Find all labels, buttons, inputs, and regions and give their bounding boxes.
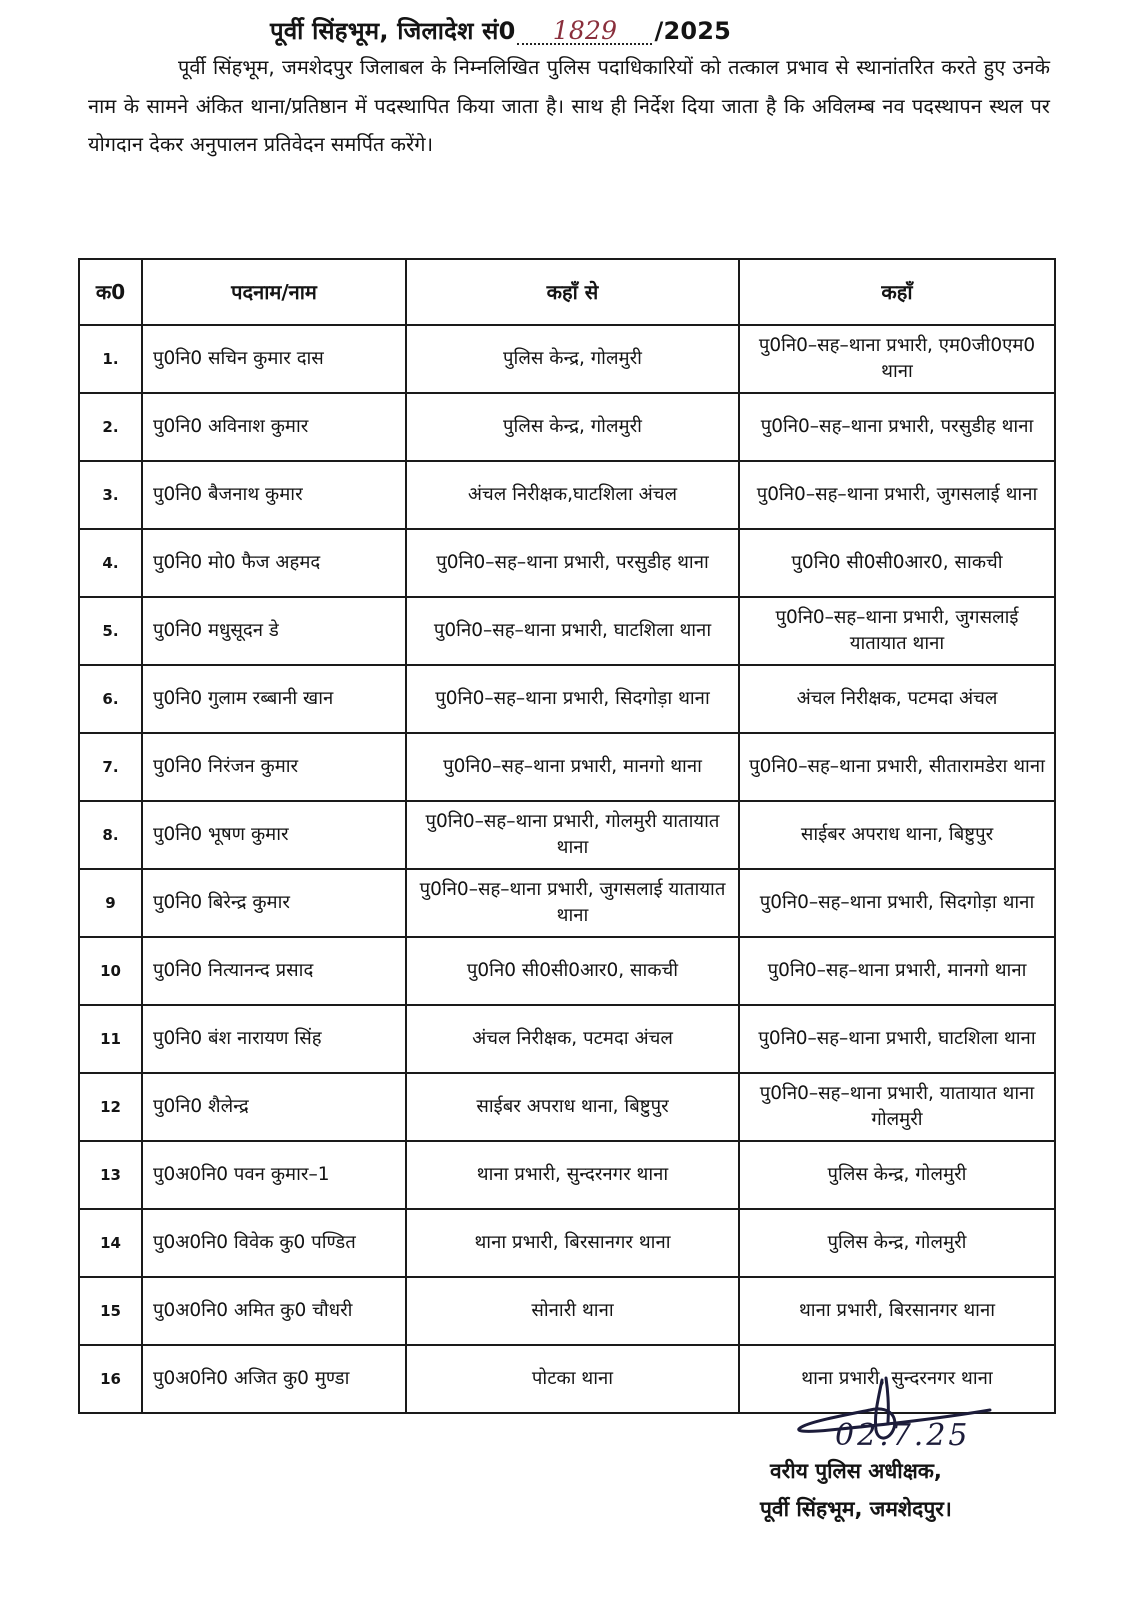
table-row	[79, 801, 1055, 869]
row-serial: 10	[79, 937, 142, 1005]
row-name: पु0नि0 बंश नारायण सिंह	[142, 1005, 406, 1073]
row-name: पु0अ0नि0 पवन कुमार–1	[142, 1141, 406, 1209]
row-name: पु0नि0 शैलेन्द्र	[142, 1073, 406, 1141]
row-name: पु0नि0 निरंजन कुमार	[142, 733, 406, 801]
row-serial: 2.	[79, 393, 142, 461]
table-row	[79, 937, 1055, 1005]
row-name: पु0नि0 गुलाम रब्बानी खान	[142, 665, 406, 733]
table-row	[79, 325, 1055, 393]
table-row	[79, 1209, 1055, 1277]
row-to: साईबर अपराध थाना, बिष्टुपुर	[739, 801, 1055, 869]
table-row	[79, 665, 1055, 733]
row-name: पु0नि0 मो0 फैज अहमद	[142, 529, 406, 597]
row-serial: 13	[79, 1141, 142, 1209]
table-row	[79, 1141, 1055, 1209]
row-serial: 3.	[79, 461, 142, 529]
table-row	[79, 597, 1055, 665]
table-row	[79, 869, 1055, 937]
row-from: पु0नि0–सह–थाना प्रभारी, परसुडीह थाना	[406, 529, 739, 597]
order-year: /2025	[654, 17, 732, 45]
row-to: पु0नि0–सह–थाना प्रभारी, एम0जी0एम0 थाना	[739, 325, 1055, 393]
row-to: पु0नि0–सह–थाना प्रभारी, जुगसलाई यातायात थाना	[739, 597, 1055, 665]
row-from: अंचल निरीक्षक,घाटशिला अंचल	[406, 461, 739, 529]
row-to: अंचल निरीक्षक, पटमदा अंचल	[739, 665, 1055, 733]
table-row	[79, 1277, 1055, 1345]
table-row	[79, 1005, 1055, 1073]
transfer-table	[78, 258, 1056, 1414]
header-name: पदनाम/नाम	[142, 259, 406, 325]
row-to: थाना प्रभारी, बिरसानगर थाना	[739, 1277, 1055, 1345]
row-from: पु0नि0–सह–थाना प्रभारी, मानगो थाना	[406, 733, 739, 801]
order-title-prefix: पूर्वी सिंहभूम, जिलादेश सं0	[270, 17, 516, 45]
row-from: पु0नि0–सह–थाना प्रभारी, घाटशिला थाना	[406, 597, 739, 665]
row-to: पु0नि0–सह–थाना प्रभारी, जुगसलाई थाना	[739, 461, 1055, 529]
row-name: पु0नि0 बैजनाथ कुमार	[142, 461, 406, 529]
row-from: सोनारी थाना	[406, 1277, 739, 1345]
row-name: पु0नि0 भूषण कुमार	[142, 801, 406, 869]
row-serial: 16	[79, 1345, 142, 1413]
header-serial: क0	[79, 259, 142, 325]
row-serial: 14	[79, 1209, 142, 1277]
row-serial: 9	[79, 869, 142, 937]
table-header-row	[79, 259, 1055, 325]
order-number: 1829	[517, 21, 652, 45]
row-serial: 5.	[79, 597, 142, 665]
row-from: अंचल निरीक्षक, पटमदा अंचल	[406, 1005, 739, 1073]
row-from: साईबर अपराध थाना, बिष्टुपुर	[406, 1073, 739, 1141]
header-to: कहाँ	[739, 259, 1055, 325]
signatory-location: पूर्वी सिंहभूम, जमशेदपुर।	[760, 1497, 952, 1521]
row-serial: 4.	[79, 529, 142, 597]
header-from: कहाँ से	[406, 259, 739, 325]
row-to: पु0नि0–सह–थाना प्रभारी, घाटशिला थाना	[739, 1005, 1055, 1073]
row-from: पु0नि0–सह–थाना प्रभारी, सिदगोड़ा थाना	[406, 665, 739, 733]
row-from: पु0नि0–सह–थाना प्रभारी, गोलमुरी यातायात थाना	[406, 801, 739, 869]
order-title	[270, 14, 731, 47]
row-from: पोटका थाना	[406, 1345, 739, 1413]
table-row	[79, 393, 1055, 461]
row-from: थाना प्रभारी, सुन्दरनगर थाना	[406, 1141, 739, 1209]
row-to: पु0नि0–सह–थाना प्रभारी, मानगो थाना	[739, 937, 1055, 1005]
row-name: पु0नि0 बिरेन्द्र कुमार	[142, 869, 406, 937]
row-serial: 8.	[79, 801, 142, 869]
row-name: पु0नि0 अविनाश कुमार	[142, 393, 406, 461]
table-row	[79, 529, 1055, 597]
row-from: पुलिस केन्द्र, गोलमुरी	[406, 325, 739, 393]
row-serial: 1.	[79, 325, 142, 393]
row-to: पु0नि0–सह–थाना प्रभारी, यातायात थाना गोलमुरी	[739, 1073, 1055, 1141]
row-to: पुलिस केन्द्र, गोलमुरी	[739, 1141, 1055, 1209]
row-to: पुलिस केन्द्र, गोलमुरी	[739, 1209, 1055, 1277]
table-row	[79, 461, 1055, 529]
row-to: पु0नि0 सी0सी0आर0, साकची	[739, 529, 1055, 597]
row-name: पु0नि0 सचिन कुमार दास	[142, 325, 406, 393]
row-serial: 15	[79, 1277, 142, 1345]
row-from: थाना प्रभारी, बिरसानगर थाना	[406, 1209, 739, 1277]
row-serial: 11	[79, 1005, 142, 1073]
row-from: पु0नि0 सी0सी0आर0, साकची	[406, 937, 739, 1005]
row-name: पु0नि0 मधुसूदन डे	[142, 597, 406, 665]
signature-date: 02.7.25	[835, 1418, 971, 1453]
table-body	[79, 325, 1055, 1413]
row-serial: 7.	[79, 733, 142, 801]
row-name: पु0अ0नि0 विवेक कु0 पण्डित	[142, 1209, 406, 1277]
row-from: पु0नि0–सह–थाना प्रभारी, जुगसलाई यातायात थाना	[406, 869, 739, 937]
table-row	[79, 733, 1055, 801]
row-serial: 12	[79, 1073, 142, 1141]
row-name: पु0अ0नि0 अजित कु0 मुण्डा	[142, 1345, 406, 1413]
row-name: पु0नि0 नित्यानन्द प्रसाद	[142, 937, 406, 1005]
row-to: पु0नि0–सह–थाना प्रभारी, सिदगोड़ा थाना	[739, 869, 1055, 937]
row-serial: 6.	[79, 665, 142, 733]
row-to: पु0नि0–सह–थाना प्रभारी, परसुडीह थाना	[739, 393, 1055, 461]
table-row	[79, 1073, 1055, 1141]
order-body-text: पूर्वी सिंहभूम, जमशेदपुर जिलाबल के निम्नलिखित पुलिस पदाधिकारियों को तत्काल प्रभाव से स्थानांतरित करते हुए उनके नाम के सामने अंकित थाना/प्रतिष्ठान में पदस्थापित किया जाता है। साथ ही निर्देश दिया जाता है कि अविलम्ब नव पदस्थापन स्थल पर योगदान देकर अनुपालन प्रतिवेदन समर्पित करेंगे।	[88, 55, 1050, 156]
row-to: पु0नि0–सह–थाना प्रभारी, सीतारामडेरा थाना	[739, 733, 1055, 801]
signatory-designation: वरीय पुलिस अधीक्षक,	[770, 1459, 942, 1483]
row-name: पु0अ0नि0 अमित कु0 चौधरी	[142, 1277, 406, 1345]
signatory-block	[760, 1452, 952, 1528]
row-from: पुलिस केन्द्र, गोलमुरी	[406, 393, 739, 461]
row-to: थाना प्रभारी, सुन्दरनगर थाना	[739, 1345, 1055, 1413]
